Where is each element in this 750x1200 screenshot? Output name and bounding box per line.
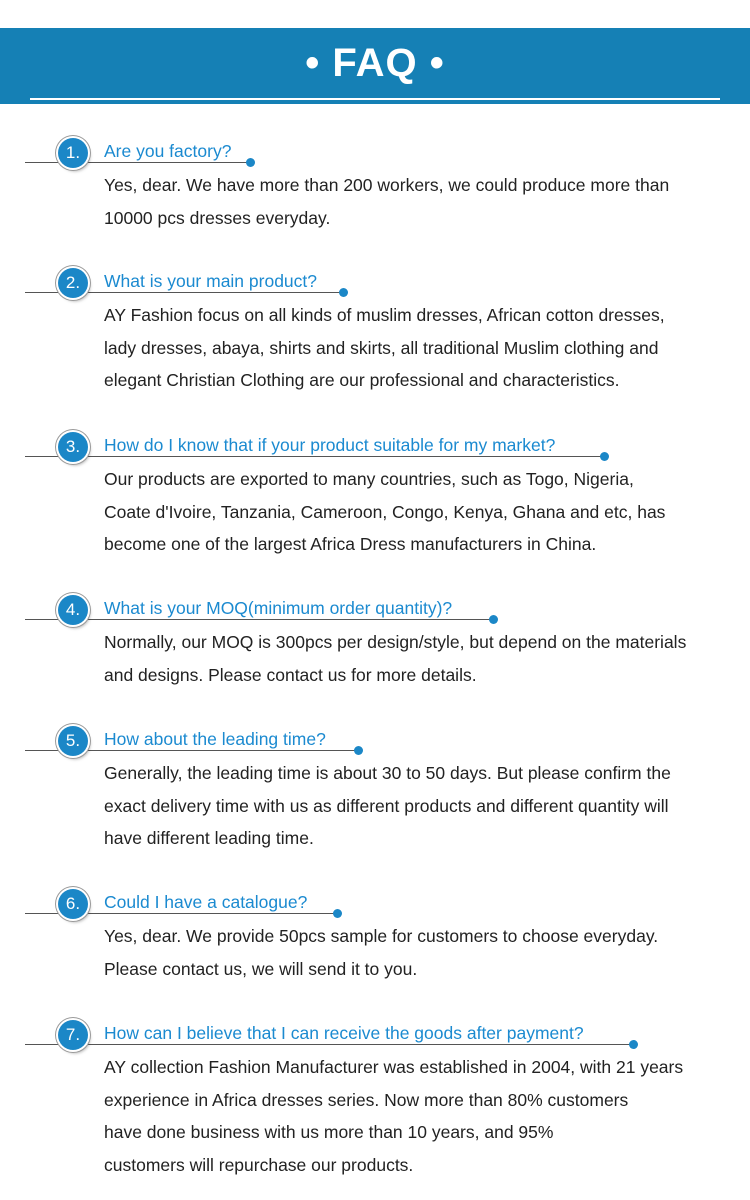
answer-text: [104, 1051, 744, 1182]
bullet-dot-icon: [339, 288, 348, 297]
answer-line: AY collection Fashion Manufacturer was established in 2004, with 21 years: [104, 1057, 684, 1077]
answer-text: [104, 299, 744, 397]
answer-line: elegant Christian Clothing are our professional and characteristics.: [104, 370, 620, 391]
answer-line: have different leading time.: [104, 828, 314, 849]
number-badge: 2.: [58, 268, 88, 298]
question-text: Could I have a catalogue?: [104, 892, 308, 912]
question-underline: [25, 456, 604, 457]
answer-line: Please contact us, we will send it to you.: [104, 958, 418, 979]
answer-line: Yes, dear. We have more than 200 workers, we could produce more than: [104, 175, 670, 195]
answer-line: have done business with us more than 10 years, and 95%: [104, 1122, 554, 1143]
question-text: How do I know that if your product suitable for my market?: [104, 435, 556, 455]
answer-text: [104, 169, 744, 234]
answer-text: [104, 920, 744, 985]
answer-text: [104, 463, 744, 561]
answer-line: exact delivery time with us as different products and different quantity will: [104, 795, 669, 816]
answer-line: become one of the largest Africa Dress manufacturers in China.: [104, 534, 597, 555]
answer-line: and designs. Please contact us for more details.: [104, 664, 477, 685]
answer-line: Generally, the leading time is about 30 to 50 days. But please confirm the: [104, 763, 671, 783]
question-underline: [25, 1044, 633, 1045]
answer-line: lady dresses, abaya, shirts and skirts, all traditional Muslim clothing and: [104, 337, 659, 358]
question-text: How about the leading time?: [104, 729, 326, 749]
number-badge: 5.: [58, 726, 88, 756]
answer-line: experience in Africa dresses series. Now more than 80% customers: [104, 1089, 629, 1110]
answer-line: Coate d'Ivoire, Tanzania, Cameroon, Congo, Kenya, Ghana and etc, has: [104, 501, 666, 522]
question-text: Are you factory?: [104, 141, 232, 161]
question-underline: [25, 619, 493, 620]
answer-line: Normally, our MOQ is 300pcs per design/style, but depend on the materials: [104, 632, 687, 652]
answer-line: AY Fashion focus on all kinds of muslim dresses, African cotton dresses,: [104, 305, 665, 325]
bullet-dot-icon: [333, 909, 342, 918]
bullet-dot-icon: [600, 452, 609, 461]
number-badge: 6.: [58, 889, 88, 919]
answer-line: Yes, dear. We provide 50pcs sample for customers to choose everyday.: [104, 926, 659, 946]
bullet-dot-icon: [489, 615, 498, 624]
page-title: • FAQ •: [305, 41, 445, 85]
question-text: How can I believe that I can receive the goods after payment?: [104, 1023, 584, 1043]
answer-line: customers will repurchase our products.: [104, 1155, 414, 1176]
question-underline: [25, 162, 250, 163]
bullet-dot-icon: [246, 158, 255, 167]
number-badge: 7.: [58, 1020, 88, 1050]
answer-text: [104, 626, 744, 691]
answer-text: [104, 757, 744, 855]
number-badge: 4.: [58, 595, 88, 625]
faq-banner: [0, 28, 750, 104]
number-badge: 3.: [58, 432, 88, 462]
answer-line: 10000 pcs dresses everyday.: [104, 207, 331, 228]
bullet-dot-icon: [629, 1040, 638, 1049]
banner-divider: [30, 98, 720, 100]
number-badge: 1.: [58, 138, 88, 168]
question-text: What is your main product?: [104, 271, 318, 291]
question-text: What is your MOQ(minimum order quantity)?: [104, 598, 453, 618]
answer-line: Our products are exported to many countries, such as Togo, Nigeria,: [104, 469, 634, 489]
bullet-dot-icon: [354, 746, 363, 755]
